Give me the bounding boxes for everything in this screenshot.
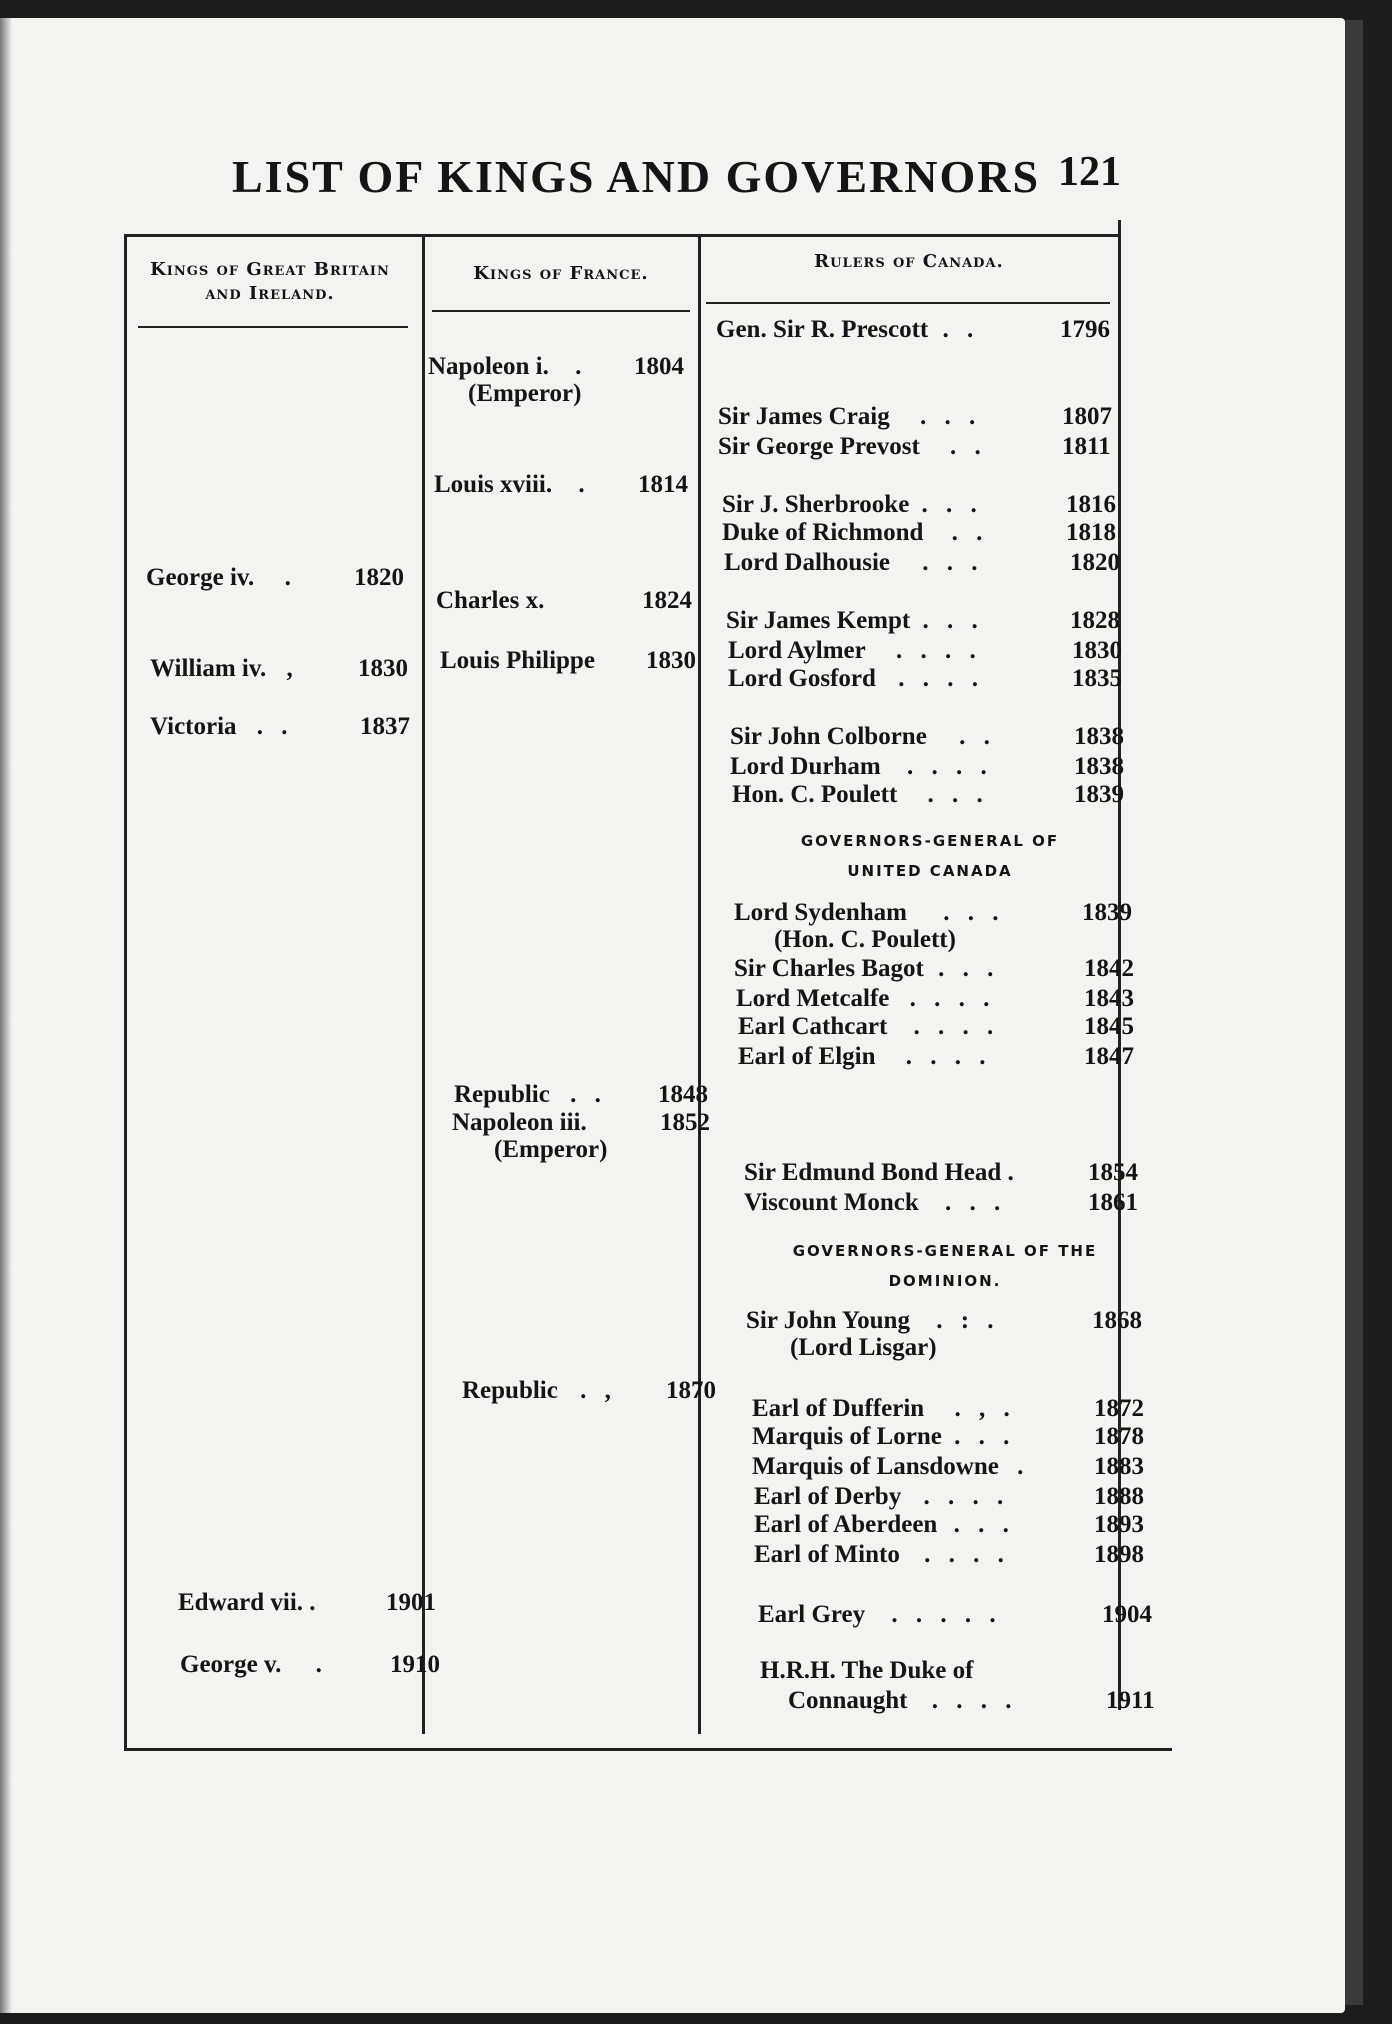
list-item: Sir John Colborne . . 1838 [730, 723, 1124, 750]
list-item: Republic . , 1870 [462, 1377, 716, 1404]
list-item: Earl of Derby . . . . 1888 [754, 1483, 1144, 1510]
table-left-rule [124, 234, 127, 1750]
list-item: Viscount Monck . . . 1861 [744, 1189, 1138, 1216]
list-item: Duke of Richmond . . 1818 [722, 519, 1116, 546]
list-item: Earl Cathcart . . . . 1845 [738, 1013, 1134, 1040]
list-item: Napoleon i. . 1804 [428, 353, 684, 380]
list-item: Louis xviii. . 1814 [434, 471, 688, 498]
list-item: Charles x. 1824 [436, 587, 692, 614]
list-item: Lord Sydenham . . . 1839 [734, 899, 1132, 926]
list-item-note: (Emperor) [468, 380, 582, 407]
column-divider-1 [422, 234, 425, 1734]
list-item-note: (Hon. C. Poulett) [774, 926, 956, 953]
list-item: Lord Metcalfe . . . . 1843 [736, 985, 1134, 1012]
list-item: Lord Gosford . . . . 1835 [728, 665, 1122, 692]
table-top-rule [124, 234, 1120, 237]
list-item: Lord Aylmer . . . . 1830 [728, 637, 1122, 664]
page-edge [1345, 20, 1363, 2005]
list-item: George v. . 1910 [180, 1651, 440, 1678]
header-rule-1 [138, 326, 408, 328]
list-item: Marquis of Lorne . . . 1878 [752, 1423, 1144, 1450]
page-shadow [0, 18, 12, 2013]
column-header-britain: Kings of Great Britain and Ireland. [150, 259, 390, 304]
list-item: Earl of Minto . . . . 1898 [754, 1541, 1144, 1568]
list-item-note: (Emperor) [494, 1136, 608, 1163]
list-item: Earl Grey . . . . . 1904 [758, 1601, 1152, 1628]
list-item: Victoria . . 1837 [150, 713, 410, 740]
list-item: Lord Dalhousie . . . 1820 [724, 549, 1120, 576]
header-rule-2 [432, 310, 690, 312]
list-item: Republic . . 1848 [454, 1081, 708, 1108]
list-item: Hon. C. Poulett . . . 1839 [732, 781, 1124, 808]
list-item: Earl of Aberdeen . . . 1893 [754, 1511, 1144, 1538]
page-number: 121 [1058, 149, 1121, 195]
column-header-france: Kings of France. [473, 263, 649, 284]
list-item-note: (Lord Lisgar) [790, 1334, 937, 1361]
column-divider-2 [698, 234, 701, 1734]
section-heading: GOVERNORS-GENERAL OF UNITED CANADA [800, 832, 1060, 880]
list-item: Sir John Young . : . 1868 [746, 1307, 1142, 1334]
list-item: Lord Durham . . . . 1838 [730, 753, 1124, 780]
page-title: LIST OF KINGS AND GOVERNORS [232, 151, 1041, 202]
header-rule-3 [706, 302, 1110, 304]
list-item: H.R.H. The Duke of [760, 1657, 974, 1684]
list-item: Sir James Craig . . . 1807 [718, 403, 1112, 430]
list-item: Gen. Sir R. Prescott . . 1796 [716, 316, 1110, 343]
list-item: William iv. , 1830 [150, 655, 408, 682]
section-heading: GOVERNORS-GENERAL OF THE DOMINION. [792, 1242, 1098, 1290]
list-item: Marquis of Lansdowne . 1883 [752, 1453, 1144, 1480]
list-item: Sir J. Sherbrooke . . . 1816 [722, 491, 1116, 518]
column-header-canada: Rulers of Canada. [814, 251, 1004, 272]
list-item: Napoleon iii. 1852 [452, 1109, 710, 1136]
list-item: Sir Charles Bagot . . . 1842 [734, 955, 1134, 982]
list-item: Earl of Dufferin . , . 1872 [752, 1395, 1144, 1422]
list-item: Sir George Prevost . . 1811 [718, 433, 1111, 460]
list-item: Louis Philippe 1830 [440, 647, 696, 674]
list-item: Edward vii. . 1901 [178, 1589, 436, 1616]
list-item: Sir Edmund Bond Head . 1854 [744, 1159, 1138, 1186]
list-item: George iv. . 1820 [146, 564, 404, 591]
list-item: Earl of Elgin . . . . 1847 [738, 1043, 1134, 1070]
list-item: Connaught . . . . 1911 [788, 1687, 1155, 1714]
list-item: Sir James Kempt . . . 1828 [726, 607, 1120, 634]
table-bottom-rule [124, 1748, 1172, 1751]
